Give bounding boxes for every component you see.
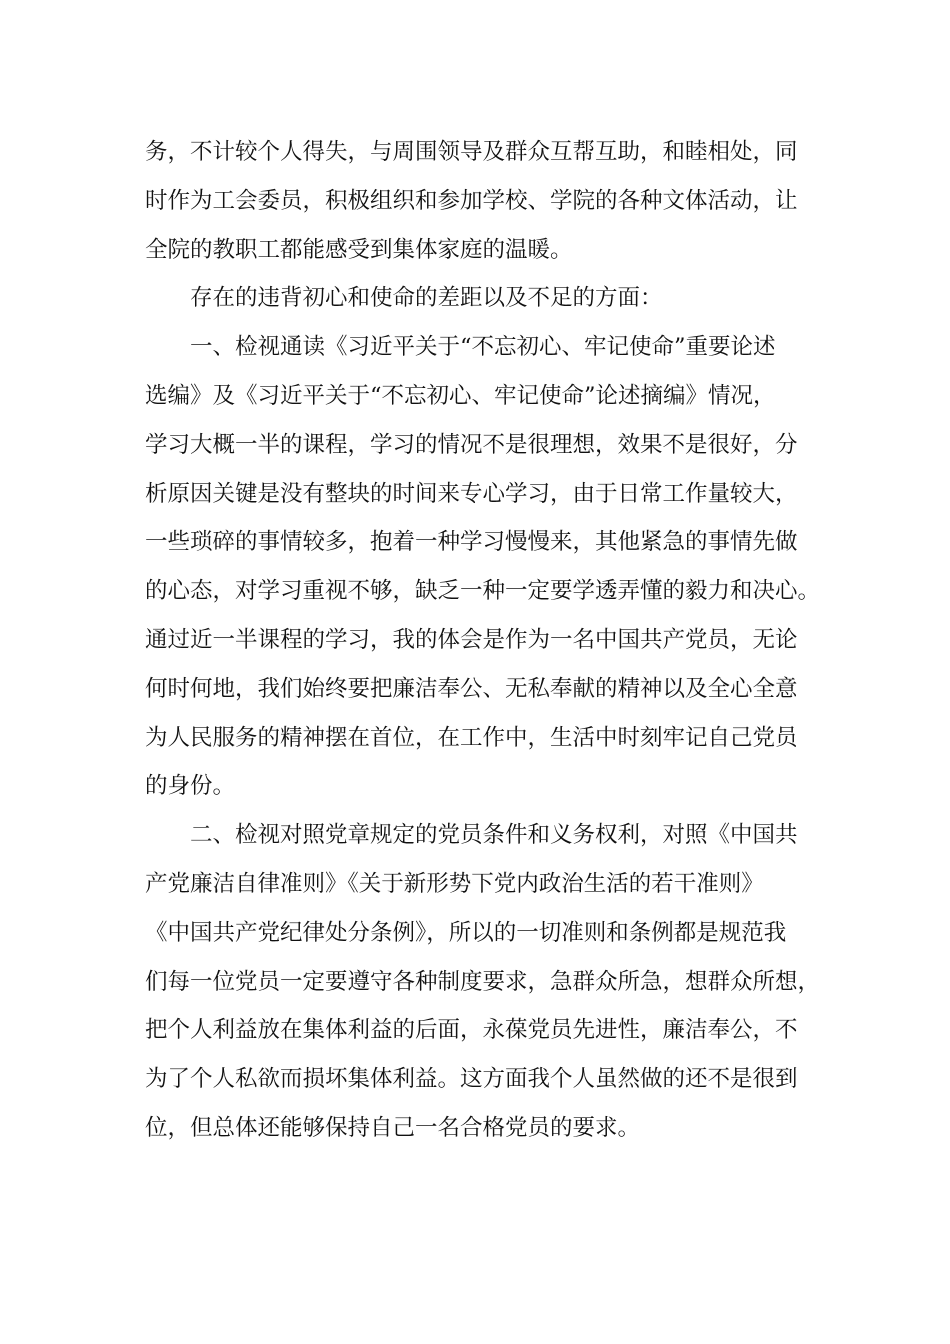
text-line: 二、检视对照党章规定的党员条件和义务权利，对照《中国共 xyxy=(145,822,798,849)
text-line: 们每一位党员一定要遵守各种制度要求，急群众所急，想群众所想， xyxy=(145,968,821,995)
text-line: 的身份。 xyxy=(145,773,236,800)
text-line: 位，但总体还能够保持自己一名合格党员的要求。 xyxy=(145,1114,641,1141)
text-line: 为人民服务的精神摆在首位，在工作中，生活中时刻牢记自己党员 xyxy=(145,724,798,751)
text-line: 为了个人私欲而损坏集体利益。这方面我个人虽然做的还不是很到 xyxy=(145,1066,798,1093)
text-line: 的心态，对学习重视不够，缺乏一种一定要学透弄懂的毅力和决心。 xyxy=(145,578,821,605)
text-line: 存在的违背初心和使命的差距以及不足的方面： xyxy=(145,285,663,312)
document-body xyxy=(145,128,821,1153)
text-line: 何时何地，我们始终要把廉洁奉公、无私奉献的精神以及全心全意 xyxy=(145,675,798,702)
text-line: 务，不计较个人得失，与周围领导及群众互帮互助，和睦相处，同 xyxy=(145,139,798,165)
text-line: 选编》及《习近平关于“不忘初心、牢记使命”论述摘编》情况， xyxy=(145,382,776,409)
text-line: 学习大概一半的课程，学习的情况不是很理想，效果不是很好，分 xyxy=(145,431,798,458)
text-line: 一、检视通读《习近平关于“不忘初心、牢记使命”重要论述 xyxy=(145,334,776,361)
text-line: 产党廉洁自律准则》《关于新形势下党内政治生活的若干准则》 xyxy=(145,870,764,897)
text-line: 《中国共产党纪律处分条例》，所以的一切准则和条例都是规范我 xyxy=(145,919,787,946)
text-line: 一些琐碎的事情较多，抱着一种学习慢慢来，其他紧急的事情先做 xyxy=(145,529,798,556)
text-line: 析原因关键是没有整块的时间来专心学习，由于日常工作量较大， xyxy=(145,480,798,507)
text-line: 把个人利益放在集体利益的后面，永葆党员先进性，廉洁奉公，不 xyxy=(145,1017,798,1044)
text-line: 通过近一半课程的学习，我的体会是作为一名中国共产党员，无论 xyxy=(145,626,798,653)
text-line: 时作为工会委员，积极组织和参加学校、学院的各种文体活动，让 xyxy=(145,187,798,214)
text-line: 全院的教职工都能感受到集体家庭的温暖。 xyxy=(145,236,573,263)
